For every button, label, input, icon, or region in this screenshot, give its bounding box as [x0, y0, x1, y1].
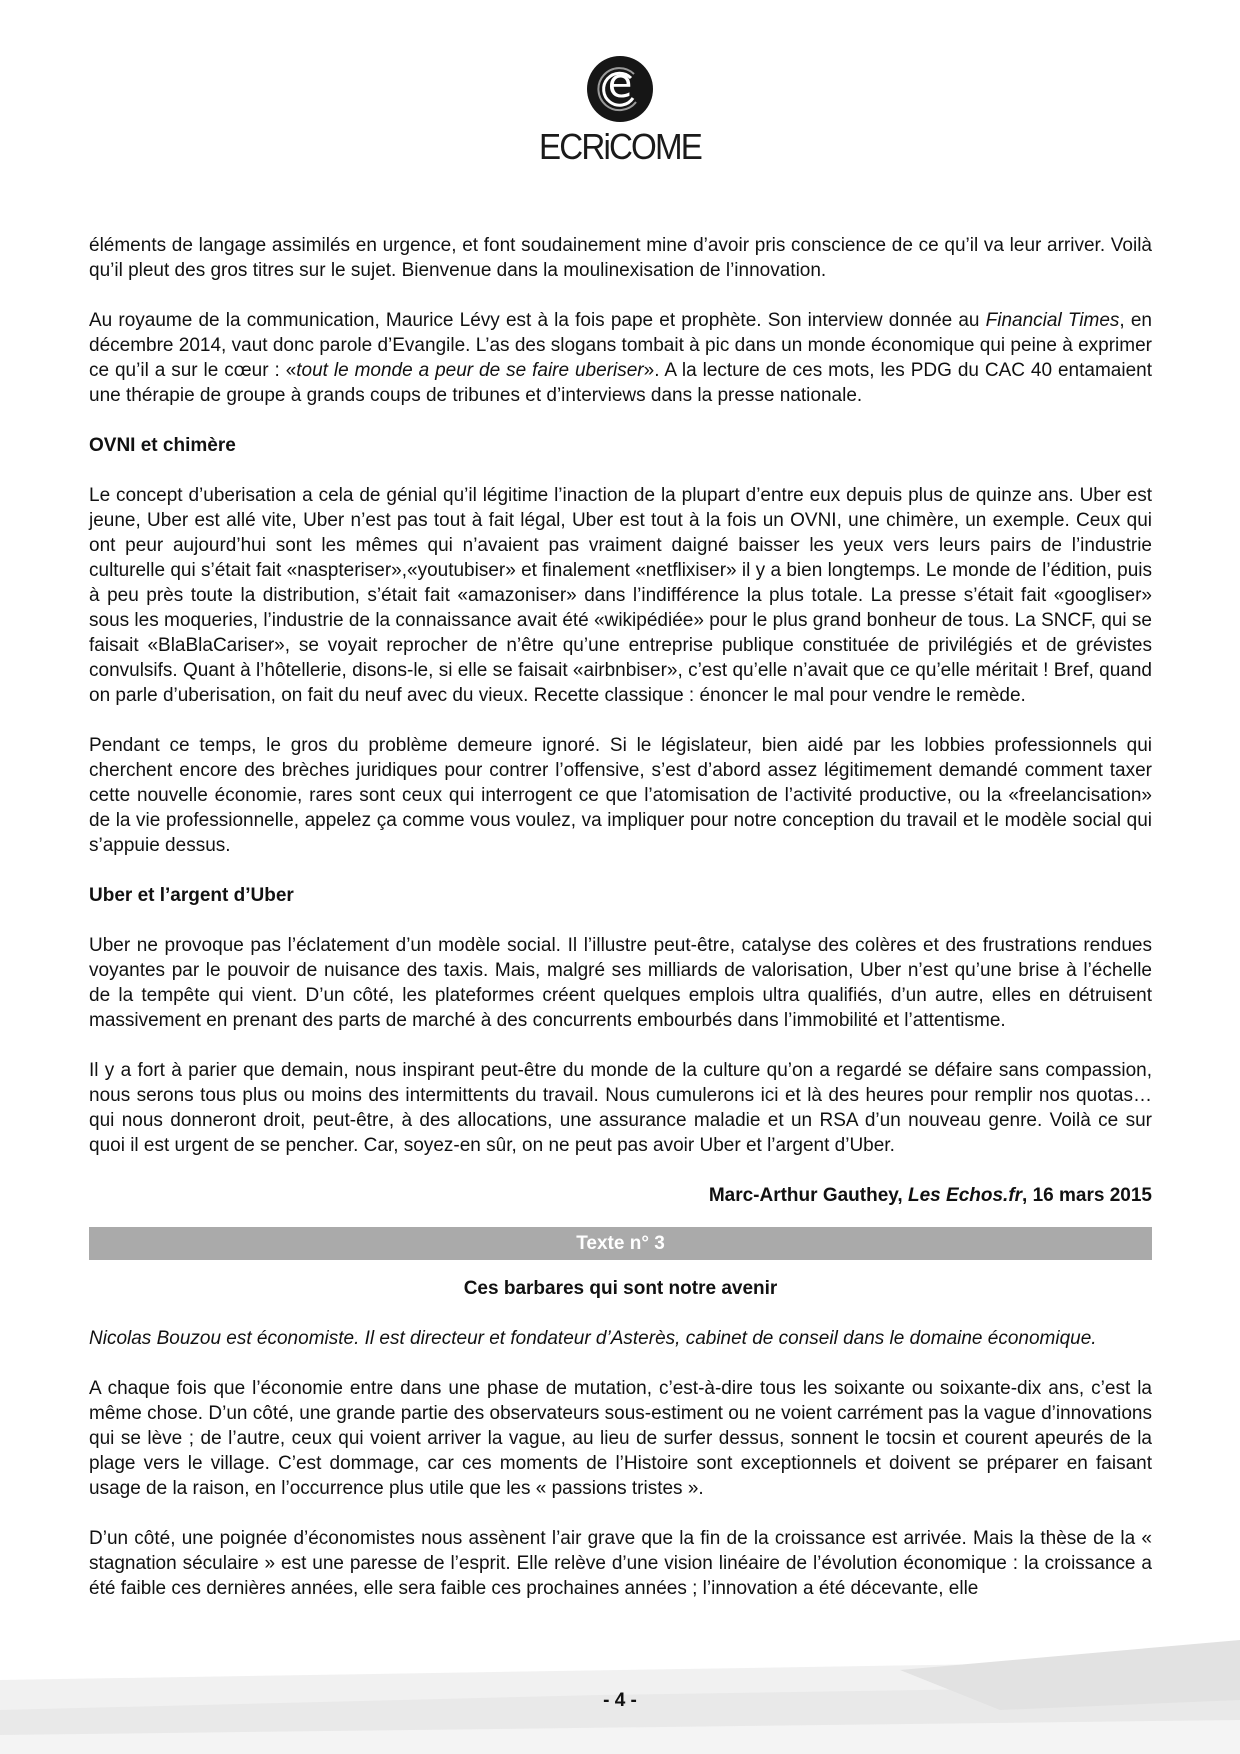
ecricome-logo [0, 56, 1240, 168]
page-number: - 4 - [603, 1690, 637, 1711]
section-heading-uber: Uber et l’argent d’Uber [89, 885, 294, 906]
source-financial-times: Financial Times [985, 310, 1120, 331]
article-signature: Marc-Arthur Gauthey, Les Echos.fr, 16 mars 2015 [708, 1185, 1152, 1206]
paragraph-7: A chaque fois que l’économie entre dans une phase de mutation, c’est-à-dire tous les soixante ou soixante-dix ans, c’est la même chose. D’un côté, une grande partie des observateurs sous-estiment ou ne voient carrément pas la vague d’innovations qui se lève ; de l’autre, ceux qui voient arriver la vague, au lieu de surfer dessus, sonnent le tocsin et courent apeurés de la plage vers le village. C’est dommage, car ces moments de l’Histoire sont exceptionnels et doivent se préparer en faisant usage de la raison, en l’occurrence plus utile que les « passions tristes ». [89, 1378, 1152, 1499]
quote-uberiser: tout le monde a peur de se faire uberiser [296, 360, 644, 381]
document-title: Ces barbares qui sont notre avenir [463, 1278, 778, 1299]
paragraph-8: D’un côté, une poignée d’économistes nous assènent l’air grave que la fin de la croissance est arrivée. Mais la thèse de la « stagnation séculaire » est une paresse de l’esprit. Elle relève d’une vision linéaire de l’évolution économique : la croissance a été faible ces dernières années, elle sera faible ces prochaines années ; l’innovation a été décevante, elle [89, 1528, 1152, 1599]
paragraph-6: Il y a fort à parier que demain, nous inspirant peut-être du monde de la culture qu’on a regardé se défaire sans compassion, nous serons tous plus ou moins des intermittents du travail. Nous cumulerons ici et là des heures pour remplir nos quotas… qui nous donneront droit, peut-être, à des allocations, une assurance maladie et un RSA d’un nouveau genre. Voilà ce sur quoi il est urgent de se pencher. Car, soyez-en sûr, on ne peut pas avoir Uber et l’argent d’Uber. [89, 1060, 1152, 1156]
page-content [89, 233, 1152, 1626]
author-intro: Nicolas Bouzou est économiste. Il est directeur et fondateur d’Asterès, cabinet de conseil dans le domaine économique. [89, 1328, 1097, 1349]
logo-letter: e [607, 61, 633, 107]
paragraph-3: Le concept d’uberisation a cela de génial qu’il légitime l’inaction de la plupart d’entre eux depuis plus de quinze ans. Uber est jeune, Uber est allé vite, Uber n’est pas tout à fait légal, Uber est tout à la fois un OVNI, une chimère, un exemple. Ceux qui ont peur aujourd’hui sont les mêmes qui n’avaient pas vraiment daigné baisser les yeux vers leurs pairs de l’industrie culturelle qui s’était fait «naspteriser»,«youtubiser» et finalement «netflixiser» il y a bien longtemps. Le monde de l’édition, puis à peu près toute la distribution, s’était fait «amazoniser» dans l’indifférence la plus totale. La presse s’était fait «googliser» sous les moqueries, l’industrie de la connaissance avait été «wikipédiée» pour le plus grand bonheur de tous. La SNCF, qui se faisait «BlaBlaCariser», se voyait reprocher de n’être qu’une entreprise publique constituée de privilégiés et de grévistes convulsifs. Quant à l’hôtellerie, disons-le, si elle se faisait «airbnbiser», c’est qu’elle n’avait que ce qu’elle méritait ! Bref, quand on parle d’uberisation, on fait du neuf avec du vieux. Recette classique : énoncer le mal pour vendre le remède. [89, 485, 1152, 706]
logo-emblem [587, 56, 653, 122]
section-heading-ovni: OVNI et chimère [89, 435, 236, 456]
paragraph-1: éléments de langage assimilés en urgence, et font soudainement mine d’avoir pris conscience de ce qu’il va leur arriver. Voilà qu’il pleut des gros titres sur le sujet. Bienvenue dans la moulinexisation de l’innovation. [89, 235, 1152, 281]
paragraph-5: Uber ne provoque pas l’éclatement d’un modèle social. Il l’illustre peut-être, catalyse des colères et des frustrations rendues voyantes par le pouvoir de nuisance des taxis. Mais, malgré ses milliards de valorisation, Uber n’est qu’une brise à l’échelle de la tempête qui vient. D’un côté, les plateformes créent quelques emplois ultra qualifiés, d’un autre, elles en détruisent massivement en prenant des parts de marché à des concurrents embourbés dans l’immobilité et l’attentisme. [89, 935, 1152, 1031]
paragraph-4: Pendant ce temps, le gros du problème demeure ignoré. Si le législateur, bien aidé par les lobbies professionnels qui cherchent encore des brèches juridiques pour contrer l’offensive, s’est d’abord assez légitimement demandé comment taxer cette nouvelle économie, rares sont ceux qui interrogent ce que l’atomisation de l’activité productive, ou la «freelancisation» de la vie professionnelle, appelez ça comme vous voulez, va impliquer pour notre conception du travail et le modèle social qui s’appuie dessus. [89, 735, 1152, 856]
text-number-banner: Texte n° 3 [89, 1227, 1152, 1260]
brand-name: ECRiCOME [539, 126, 701, 167]
paragraph-2: Au royaume de la communication, Maurice Lévy est à la fois pape et prophète. Son interview donnée au Financial Times, en décembre 2014, vaut donc parole d’Evangile. L’as des slogans tombait à pic dans un monde économique qui peine à exprimer ce qu’il a sur le cœur : «tout le monde a peur de se faire uberiser». A la lecture de ces mots, les PDG du CAC 40 entamaient une thérapie de groupe à grands coups de tribunes et d’interviews dans la presse nationale. [89, 310, 1152, 406]
